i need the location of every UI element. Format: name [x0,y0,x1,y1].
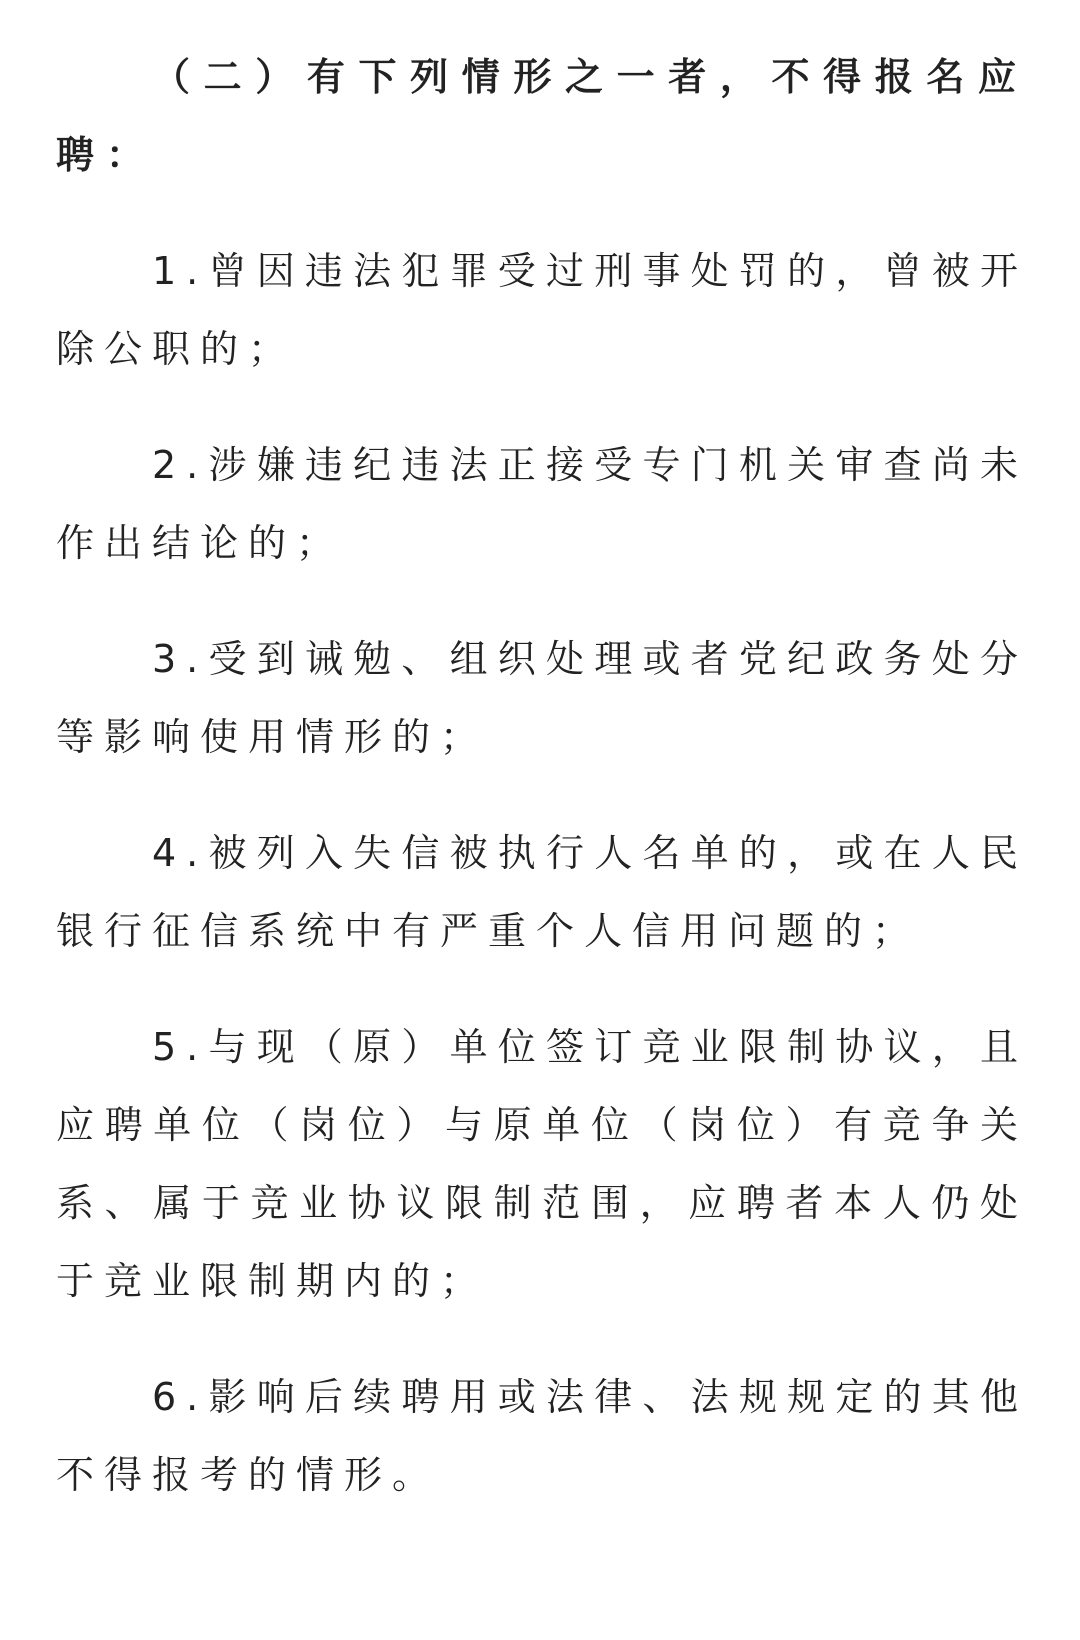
list-item-6: 6.影响后续聘用或法律、法规规定的其他不得报考的情形。 [56,1375,1028,1497]
paragraph-gap [56,776,1028,814]
section-heading: （二）有下列情形之一者，不得报名应聘： [56,55,1028,177]
list-item-3: 3.受到诫勉、组织处理或者党纪政务处分等影响使用情形的； [56,637,1028,759]
paragraph-gap [56,970,1028,1008]
list-item-1: 1.曾因违法犯罪受过刑事处罚的，曾被开除公职的； [56,249,1028,371]
paragraph-gap [56,582,1028,620]
paragraph-gap [56,388,1028,426]
paragraph-gap [56,194,1028,232]
article-body [56,38,1028,1514]
list-item-4: 4.被列入失信被执行人名单的，或在人民银行征信系统中有严重个人信用问题的； [56,831,1028,953]
paragraph-gap [56,1320,1028,1358]
list-item-2: 2.涉嫌违纪违法正接受专门机关审查尚未作出结论的； [56,443,1028,565]
list-item-5: 5.与现（原）单位签订竞业限制协议，且应聘单位（岗位）与原单位（岗位）有竞争关系、属于竞业协议限制范围，应聘者本人仍处于竞业限制期内的； [56,1025,1028,1303]
